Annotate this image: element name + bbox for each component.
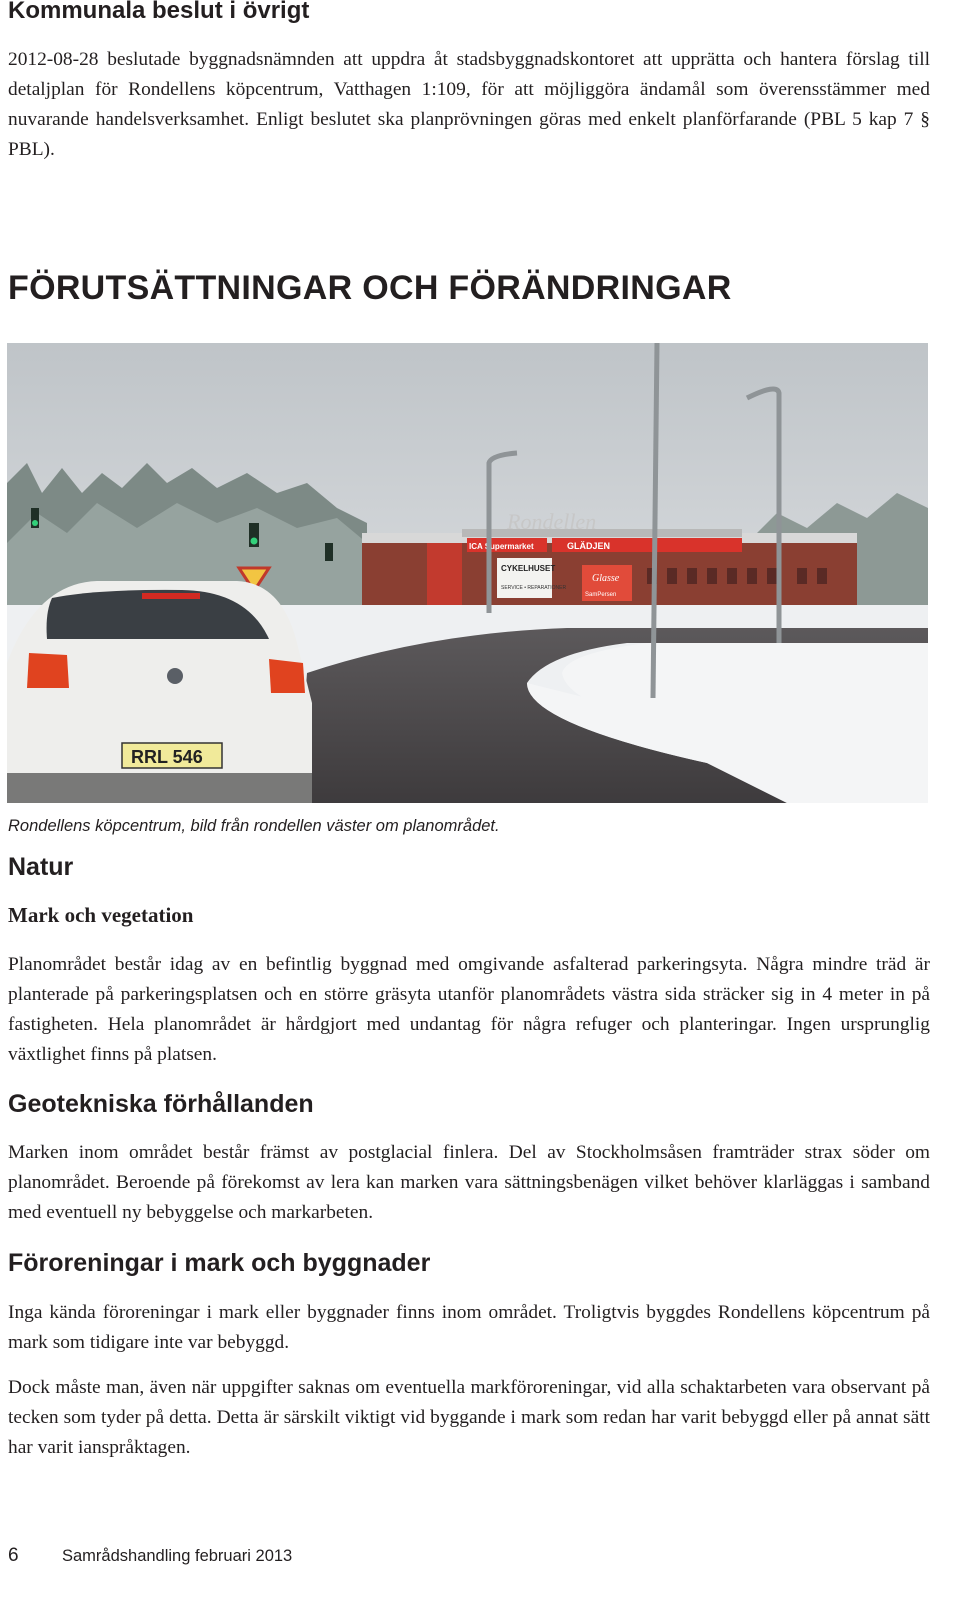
heading-geotekniska: Geotekniska förhållanden [8, 1090, 314, 1118]
photo-rondellens-kopcentrum [7, 343, 928, 803]
photo-caption: Rondellens köpcentrum, bild från rondellen väster om planområdet. [8, 817, 500, 835]
sign-gladjen: GLÄDJEN [567, 541, 611, 551]
sign-rondellen: Rondellen [507, 509, 597, 534]
heading-mark-och-vegetation: Mark och vegetation [8, 903, 194, 927]
paragraph-mark-och-vegetation: Planområdet består idag av en befintlig byggnad med omgivande asfalterad parkeringsyta. Några mindre träd är planterade på parkeringsplatsen och en större gräsyta utanför planområdets västra sida sträcker sig in 4 meter in på fastigheten. Hela planområdet är hårdgjort med undantag för några refuger och planteringar. Ingen ursprunglig växtlighet finns på platsen. [8, 954, 930, 1065]
footer-document-title: Samrådshandling februari 2013 [62, 1547, 293, 1565]
white-car [7, 581, 312, 803]
heading-natur: Natur [8, 853, 74, 881]
sign-ica: ICA Supermarket [469, 542, 534, 551]
paragraph-fororeningar-2: Dock måste man, även när uppgifter saknas om eventuella markföroreningar, vid alla schaktarbeten vara observant på tecken som tyder på detta. Detta är särskilt viktigt vid byggande i mark som redan har varit bebyggd eller på annat sätt har varit ianspråktagen. [8, 1377, 930, 1458]
license-plate: RRL 546 [131, 747, 203, 767]
page-number: 6 [8, 1545, 19, 1566]
heading-fororeningar: Föroreningar i mark och byggnader [8, 1249, 431, 1277]
chapter-heading: FÖRUTSÄTTNINGAR OCH FÖRÄNDRINGAR [8, 269, 732, 307]
paragraph-beslut: 2012-08-28 beslutade byggnadsnämnden att uppdra åt stadsbyggnadskontoret att upprätta och hantera förslag till detaljplan för Rondellens köpcentrum, Vatthagen 1:109, för att möjliggöra ändamål som överensstämmer med nuvarande handelsverksamhet. Enligt beslutet ska planprövningen göras med enkelt planförfarande (PBL 5 kap 7 § PBL). [8, 49, 930, 160]
paragraph-geotekniska: Marken inom området består främst av postglacial finlera. Del av Stockholmsåsen framträder strax söder om planområdet. Beroende på förekomst av lera kan marken vara sättningsbenägen vilket behöver klarläggas i samband med eventuell ny bebyggelse och markarbeten. [8, 1142, 930, 1223]
sign-sampersen: SamPersen [585, 592, 617, 598]
sign-cykelhuset: CYKELHUSET [501, 564, 556, 573]
section-heading-kommunala-beslut: Kommunala beslut i övrigt [8, 0, 310, 24]
paragraph-fororeningar-1: Inga kända föroreningar i mark eller byggnader finns inom området. Troligtvis byggdes Rondellens köpcentrum på mark som tidigare inte var bebyggd. [8, 1302, 930, 1353]
sign-cykelhuset-sub: SERVICE • REPARATIONER [501, 585, 567, 591]
sign-glasse: Glasse [592, 573, 620, 584]
